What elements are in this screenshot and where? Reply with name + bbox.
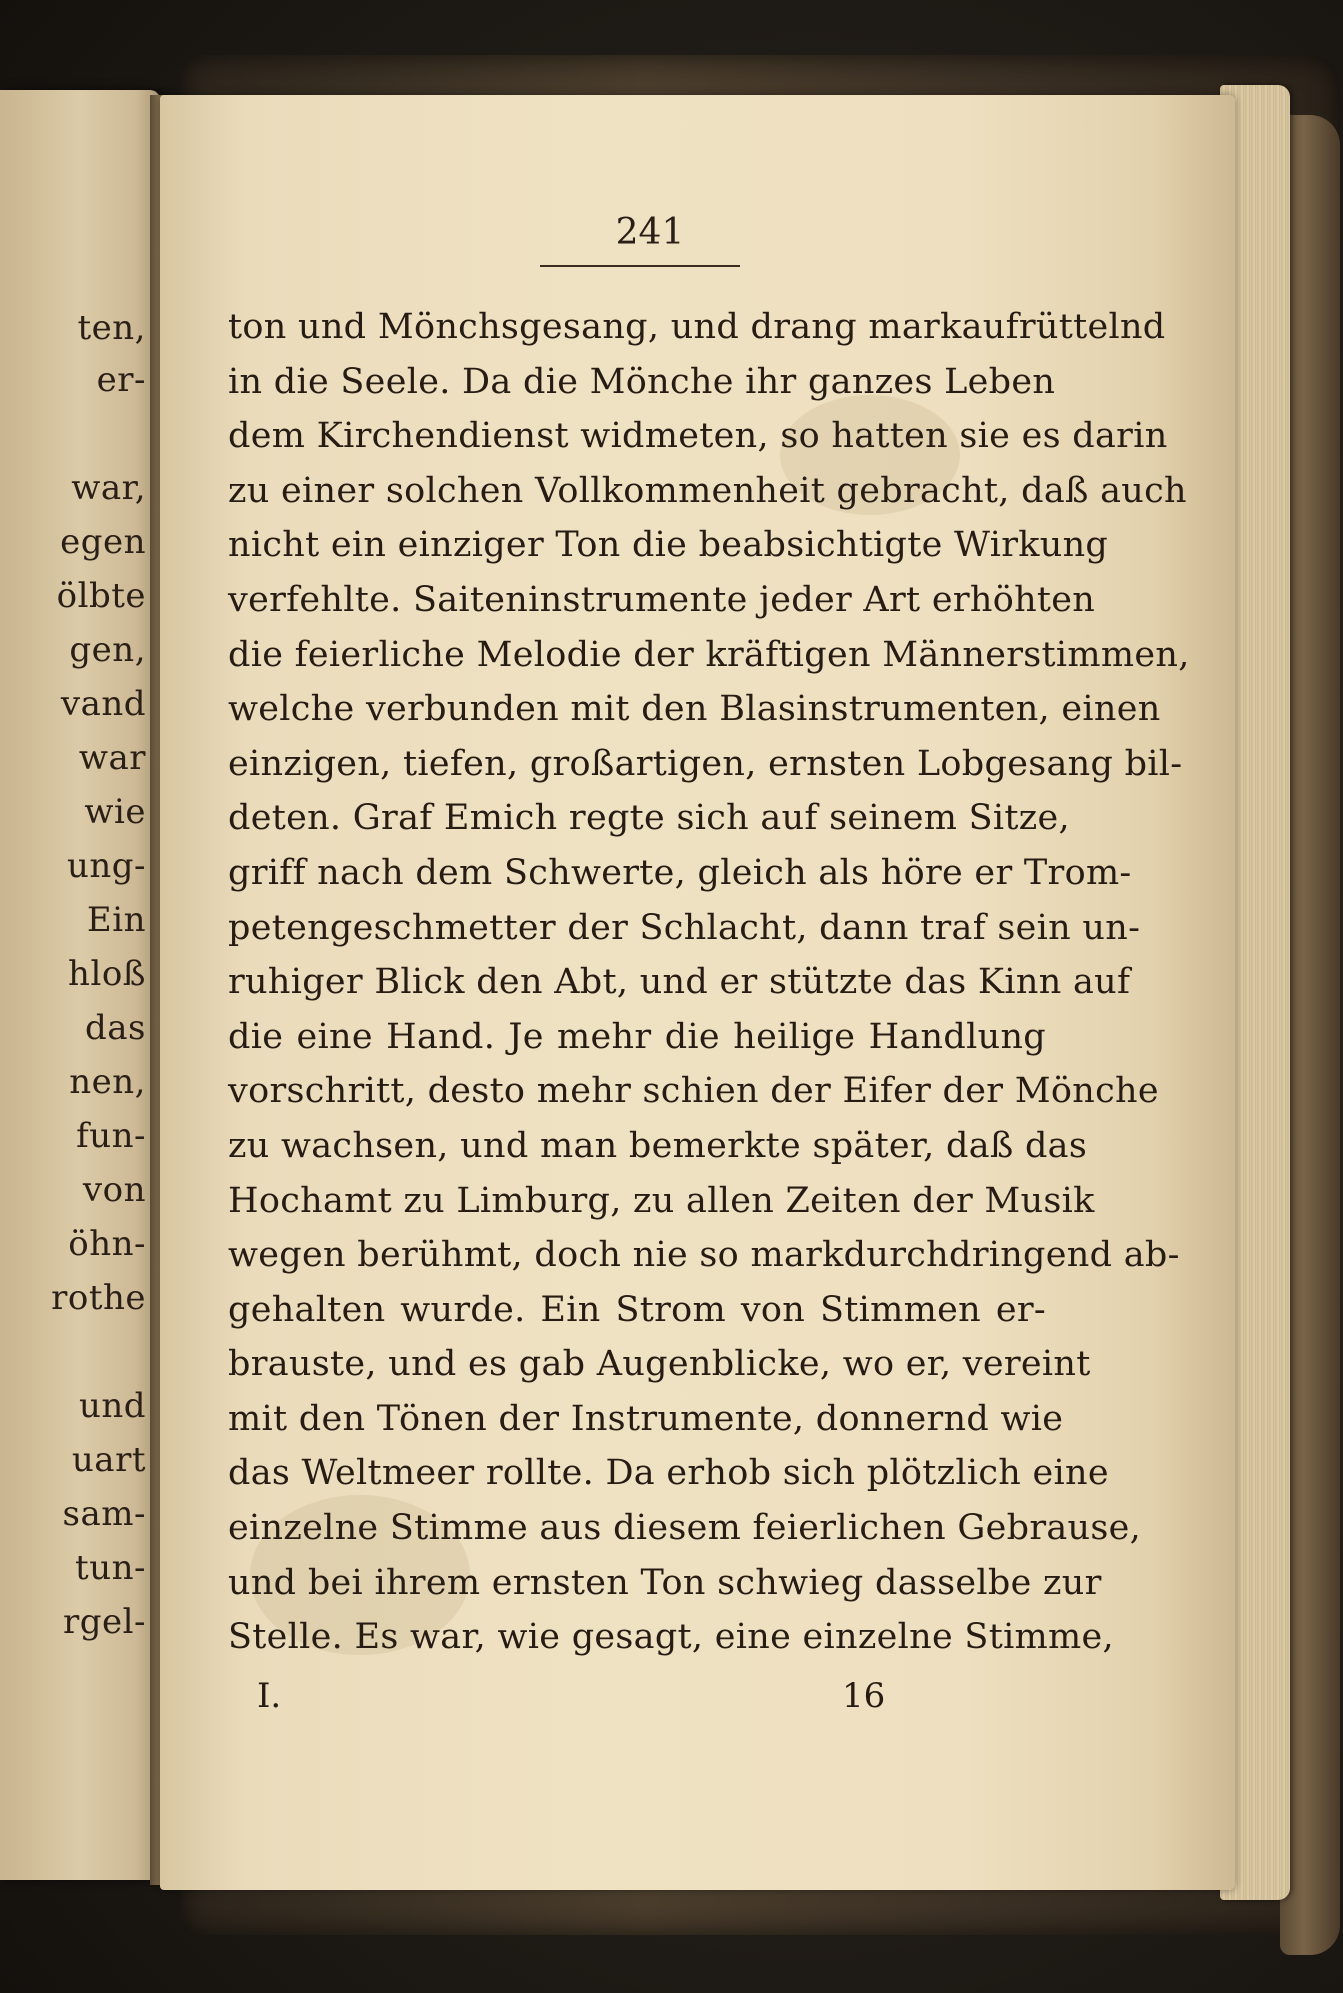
header-rule — [540, 265, 740, 267]
text-line: wegen berühmt, doch nie so markdurchdringend ab- — [228, 1235, 1180, 1276]
left-page-fragment: sam- — [62, 1494, 146, 1534]
left-page-fragment: rothe — [51, 1278, 146, 1318]
left-page-fragment: war, — [71, 468, 146, 508]
left-page-fragment: er- — [96, 360, 146, 400]
text-line: in die Seele. Da die Mönche ihr ganzes Leben — [228, 361, 1056, 402]
text-line: ton und Mönchsgesang, und drang markaufrüttelnd — [228, 307, 1166, 347]
left-page-fragment: uart — [71, 1440, 146, 1480]
left-page-fragment: egen — [60, 522, 146, 562]
left-page-fragment: Ein — [86, 900, 146, 940]
left-page-fragment: ten, — [77, 308, 146, 348]
page-number: 241 — [615, 212, 685, 253]
text-line: nicht ein einziger Ton die beabsichtigte Wirkung — [228, 525, 1109, 566]
left-page-fragment: öhn- — [68, 1224, 146, 1264]
text-line: griff nach dem Schwerte, gleich als höre er Trom- — [228, 852, 1132, 893]
text-line: zu einer solchen Vollkommenheit gebracht, daß auch — [228, 470, 1187, 511]
text-line: ruhiger Blick den Abt, und er stützte das Kinn auf — [228, 962, 1131, 1003]
left-page-fragment: und — [78, 1386, 146, 1426]
left-page-fragment: von — [82, 1170, 146, 1210]
text-line: zu wachsen, und man bemerkte später, daß das — [228, 1125, 1088, 1166]
left-page-fragment: gen, — [69, 630, 146, 670]
text-line: einzigen, tiefen, großartigen, ernsten Lobgesang bil- — [228, 743, 1183, 784]
left-page-fragment: war — [78, 738, 146, 778]
left-page-fragment: rgel- — [62, 1602, 146, 1642]
left-page-fragment: das — [85, 1008, 146, 1048]
text-line: deten. Graf Emich regte sich auf seinem Sitze, — [228, 798, 1070, 839]
text-line: Stelle. Es war, wie gesagt, eine einzelne Stimme, — [228, 1617, 1114, 1658]
left-page-fragment: hloß — [68, 954, 146, 994]
left-page-fragment: wie — [84, 792, 146, 832]
text-line: einzelne Stimme aus diesem feierlichen Gebrause, — [228, 1508, 1142, 1549]
text-line: das Weltmeer rollte. Da erhob sich plötzlich eine — [228, 1453, 1109, 1494]
text-line: petengeschmetter der Schlacht, dann traf sein un- — [228, 907, 1141, 948]
text-line: und bei ihrem ernsten Ton schwieg dasselbe zur — [228, 1562, 1102, 1603]
text-line: vorschritt, desto mehr schien der Eifer der Mönche — [228, 1071, 1159, 1112]
text-line: die feierliche Melodie der kräftigen Männerstimmen, — [228, 634, 1190, 675]
text-line: welche verbunden mit den Blasinstrumenten, einen — [228, 689, 1161, 730]
text-line: mit den Tönen der Instrumente, donnernd wie — [228, 1398, 1064, 1439]
left-page-fragment: ung- — [66, 846, 146, 886]
left-page-fragment: vand — [60, 684, 146, 724]
left-page — [0, 90, 160, 1880]
text-line: brauste, und es gab Augenblicke, wo er, vereint — [228, 1344, 1091, 1385]
text-line: verfehlte. Saiteninstrumente jeder Art erhöhten — [228, 579, 1096, 620]
page-text — [228, 300, 1190, 1665]
signature-mark: I. — [257, 1676, 282, 1716]
text-line: gehalten wurde. Ein Strom von Stimmen er- — [228, 1289, 1046, 1330]
left-page-fragment: ölbte — [56, 576, 146, 616]
left-page-fragment: fun- — [76, 1116, 146, 1156]
sheet-number: 16 — [842, 1676, 886, 1716]
text-line: dem Kirchendienst widmeten, so hatten sie es darin — [228, 416, 1168, 457]
text-line: Hochamt zu Limburg, zu allen Zeiten der Musik — [228, 1180, 1095, 1221]
text-line: die eine Hand. Je mehr die heilige Handlung — [228, 1016, 1046, 1057]
left-page-fragment: tun- — [75, 1548, 146, 1588]
left-page-fragment: nen, — [69, 1062, 146, 1102]
